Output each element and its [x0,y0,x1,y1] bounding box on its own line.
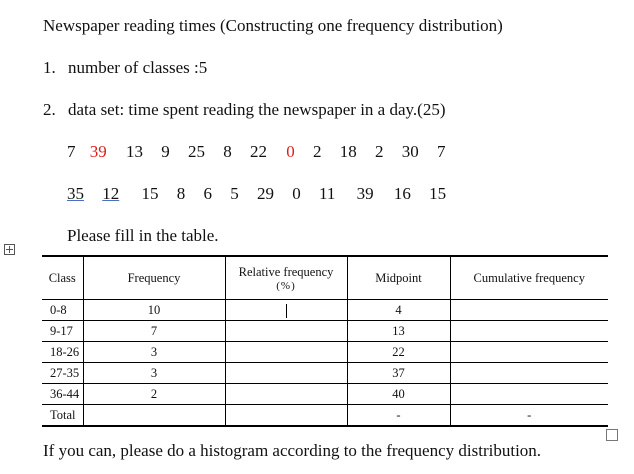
data-value: 16 [393,184,411,203]
data-value: 8 [223,142,232,161]
data-value: 5 [230,184,239,203]
data-value: 39 [89,142,107,161]
footer-instruction: If you can, please do a histogram according to the frequency distribution. [43,441,542,460]
data-value: 13 [126,142,143,161]
frequency-cell[interactable]: 3 [83,363,225,384]
midpoint-cell[interactable]: 40 [347,384,450,405]
midpoint-cell[interactable]: 13 [347,321,450,342]
data-value: 35 [67,184,84,203]
table-row [42,321,608,342]
table-row [42,342,608,363]
total-label-cell: Total [42,405,83,427]
relative-frequency-cell[interactable] [225,384,347,405]
header-cumulative-frequency: Cumulative frequency [450,256,608,300]
table-row [42,363,608,384]
midpoint-cell[interactable]: 4 [347,300,450,321]
data-value: 9 [161,142,170,161]
table-total-row [42,405,608,427]
data-value: 30 [401,142,419,161]
data-value: 25 [188,142,205,161]
data-value: 39 [356,184,374,203]
data-value: 18 [339,142,357,161]
data-value: 15 [429,184,447,203]
text-cursor [286,304,287,318]
relative-frequency-cell[interactable] [225,363,347,384]
cumulative-frequency-cell[interactable] [450,342,608,363]
relative-frequency-cell[interactable] [225,300,347,321]
table-header-row [42,256,608,300]
header-midpoint: Midpoint [347,256,450,300]
data-value: 6 [203,184,212,203]
cumulative-frequency-cell[interactable] [450,363,608,384]
data-value: 12 [102,184,120,203]
list-item-data-set [43,100,446,120]
data-value: 22 [250,142,267,161]
list-item-classes [43,58,207,78]
relative-frequency-cell[interactable] [225,321,347,342]
list-text: number of classes :5 [68,58,208,77]
table-move-handle-icon[interactable] [4,244,15,255]
instruction-text: Please fill in the table. [67,226,219,245]
midpoint-cell[interactable]: 22 [347,342,450,363]
data-value: 2 [375,142,384,161]
cumulative-frequency-cell[interactable] [450,384,608,405]
header-relative-unit: (%) [276,279,296,292]
list-number: 1. [43,58,56,77]
data-value: 0 [286,142,295,161]
data-value: 7 [67,142,76,161]
frequency-cell[interactable]: 3 [83,342,225,363]
frequency-cell[interactable]: 10 [83,300,225,321]
header-relative-frequency [225,256,347,300]
table-row [42,300,608,321]
relative-frequency-cell[interactable] [225,405,347,427]
header-class: Class [42,256,83,300]
data-value: 8 [176,184,186,203]
class-cell: 9-17 [42,321,83,342]
data-value: 7 [437,142,446,161]
document-title: Newspaper reading times (Constructing one frequency distribution) [43,16,503,35]
list-number: 2. [43,100,56,119]
frequency-cell[interactable]: 2 [83,384,225,405]
class-cell: 36-44 [42,384,83,405]
frequency-table [42,255,608,427]
table-resize-handle-icon[interactable] [606,429,618,441]
data-value: 11 [319,184,336,203]
data-row-1 [67,142,446,162]
relative-frequency-cell[interactable] [225,342,347,363]
data-row-2 [67,184,446,204]
data-value: 29 [257,184,274,203]
data-value: 15 [141,184,159,203]
data-value: 0 [292,184,301,203]
header-relative-label: Relative frequency [238,264,334,279]
midpoint-cell[interactable]: 37 [347,363,450,384]
table-row [42,384,608,405]
class-cell: 27-35 [42,363,83,384]
frequency-cell[interactable]: 7 [83,321,225,342]
cumulative-frequency-cell[interactable] [450,321,608,342]
class-cell: 0-8 [42,300,83,321]
class-cell: 18-26 [42,342,83,363]
cumulative-frequency-cell[interactable]: - [450,405,608,427]
header-frequency: Frequency [83,256,225,300]
cumulative-frequency-cell[interactable] [450,300,608,321]
list-text: data set: time spent reading the newspaper in a day.(25) [68,100,446,119]
midpoint-cell[interactable]: - [347,405,450,427]
data-value: 2 [313,142,322,161]
frequency-cell[interactable] [83,405,225,427]
